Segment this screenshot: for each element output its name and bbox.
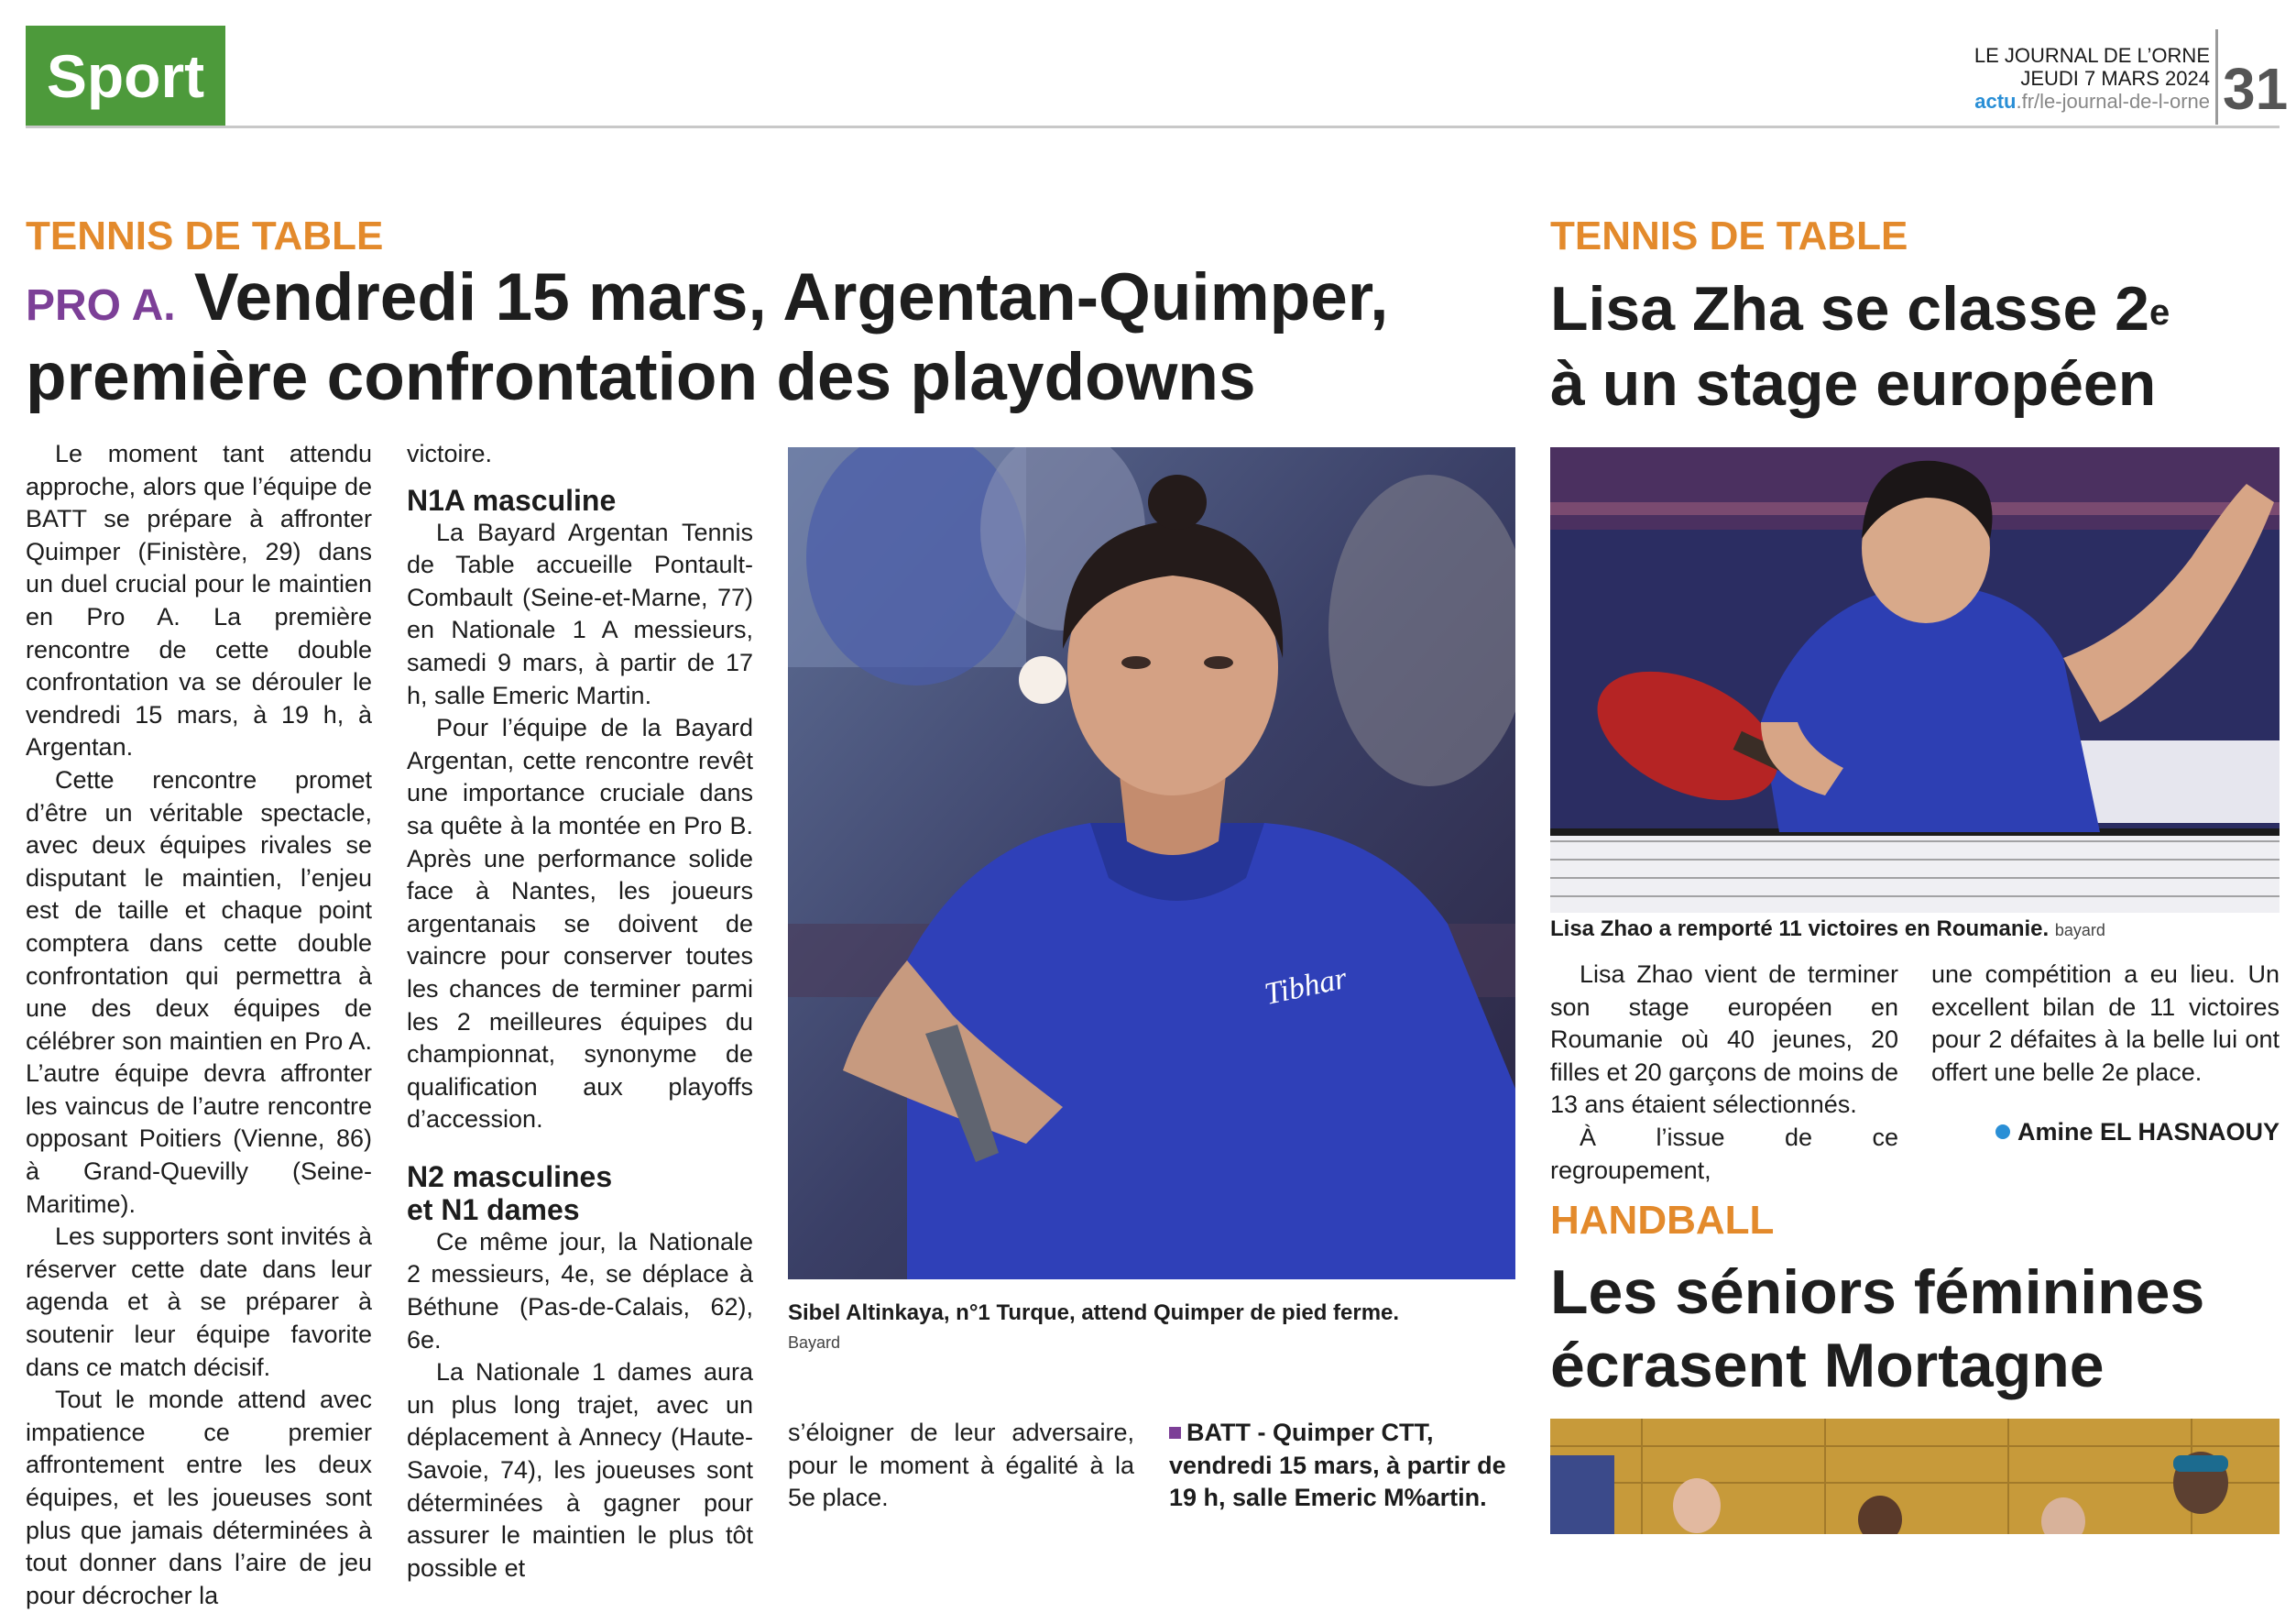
article2-column-2 bbox=[1931, 959, 2280, 1149]
paragraph: Ce même jour, la Nationale 2 messieurs, 4e, se déplace à Béthune (Pas-de-Calais, 62), 6e. bbox=[407, 1227, 753, 1354]
article1-column-3 bbox=[788, 1417, 1134, 1515]
event-info: BATT - Quimper CTT, vendredi 15 mars, à partir de 19 h, salle Emeric M%artin. bbox=[1169, 1419, 1506, 1512]
event-info-box bbox=[1169, 1417, 1517, 1515]
photo2-caption-line bbox=[1550, 915, 2283, 945]
paragraph: s’éloigner de leur adversaire, pour le moment à égalité à la 5e place. bbox=[788, 1419, 1134, 1512]
paragraph: Tout le monde attend avec impatience ce premier affrontement entre les deux équipes, et les joueuses sont plus que jamais déterminées à tout donner dans l’aire de jeu pour décrocher la bbox=[26, 1386, 372, 1609]
section-label: Sport bbox=[26, 26, 225, 126]
article2-headline: Lisa Zha se classe 2e à un stage européen bbox=[1550, 274, 2170, 419]
article1-kicker: TENNIS DE TABLE bbox=[26, 214, 384, 258]
photo1-caption: Sibel Altinkaya, n°1 Turque, attend Quimper de pied ferme. bbox=[788, 1300, 1400, 1325]
paragraph: La Bayard Argentan Tennis de Table accueille Pontault-Combault (Seine-et-Marne, 77) en Nationale 1 A messieurs, samedi 9 mars, à partir de 17 h, salle Emeric Martin. bbox=[407, 518, 753, 709]
page-number: 31 bbox=[2223, 56, 2289, 122]
player-photo-illustration bbox=[1550, 447, 2280, 913]
article2-column-1 bbox=[1550, 959, 1898, 1187]
article1-column-2 bbox=[407, 438, 753, 1585]
paragraph: Lisa Zhao vient de terminer son stage européen en Roumanie où 40 jeunes, 20 filles et 20 garçons de moins de 13 ans étaient sélectionnés. bbox=[1550, 960, 1898, 1119]
paragraph: une compétition a eu lieu. Un excellent bilan de 11 victoires pour 2 défaites à la belle lui ont offert une belle 2e place. bbox=[1931, 960, 2280, 1086]
article3-headline: Les séniors féminines écrasent Mortagne bbox=[1550, 1257, 2205, 1400]
jersey-brand-text: Tibhar bbox=[1261, 960, 1350, 1012]
paragraph: La Nationale 1 dames aura un plus long trajet, avec un déplacement à Annecy (Haute-Savoie, 74), les joueuses sont déterminées à gagner pour assurer le maintien le plus tôt possible et bbox=[407, 1358, 753, 1582]
byline bbox=[1931, 1116, 2280, 1149]
blue-dot-bullet bbox=[1995, 1124, 2010, 1139]
page-number-divider bbox=[2215, 29, 2218, 125]
issue-date: JEUDI 7 MARS 2024 bbox=[2020, 67, 2210, 90]
paragraph: Pour l’équipe de la Bayard Argentan, cette rencontre revêt une importance cruciale dans sa quête à la montée en Pro B. Après une performance solide face à Nantes, les joueurs argentanais se doivent de vaincre pour conserver toutes les chances de terminer parmi les 2 meilleures équipes du championnat, synonyme de qualification aux playoffs d’accession. bbox=[407, 714, 753, 1134]
paragraph: Les supporters sont invités à réserver cette date dans leur agenda et à se préparer à soutenir leur équipe favorite dans ce match décisif. bbox=[26, 1223, 372, 1381]
photo-lisa-zhao bbox=[1550, 447, 2280, 913]
article1-headline bbox=[26, 262, 1528, 413]
website-link[interactable]: actu.fr/le-journal-de-l-orne bbox=[1974, 90, 2210, 113]
photo2-caption: Lisa Zhao a remporté 11 victoires en Roumanie. bbox=[1550, 916, 2050, 941]
paragraph: Le moment tant attendu approche, alors que l’équipe de BATT se prépare à affronter Quimper (Finistère, 29) dans un duel crucial pour le maintien en Pro A. La première rencontre de cette double confrontation va se dérouler le vendredi 15 mars, à 19 h, à Argentan. bbox=[26, 440, 372, 762]
subheading-n1a: N1A masculine bbox=[407, 483, 617, 517]
article1-tag: PRO A. bbox=[26, 281, 176, 330]
article1-column-1 bbox=[26, 438, 372, 1612]
photo2-credit: bayard bbox=[2054, 921, 2105, 939]
article1-title: Vendredi 15 mars, Argentan-Quimper, première confrontation des playdowns bbox=[26, 260, 1389, 414]
photo-sibel-altinkaya bbox=[788, 447, 1515, 1279]
paragraph: Cette rencontre promet d’être un véritable spectacle, avec deux équipes rivales se disputant le maintien, l’enjeu est de taille et chaque point comptera dans cette double confrontation qui permettra à une des deux équipes de célébrer son maintien en Pro A. L’autre équipe devra affronter les vaincus de l’autre rencontre opposant Poitiers (Vienne, 86) à Grand-Quevilly (Seine-Maritime). bbox=[26, 765, 372, 1218]
article3-kicker: HANDBALL bbox=[1550, 1198, 1775, 1243]
paragraph: À l’issue de ce regroupement, bbox=[1550, 1123, 1898, 1184]
article2-kicker: TENNIS DE TABLE bbox=[1550, 214, 1908, 258]
newspaper-name: LE JOURNAL DE L’ORNE bbox=[1973, 44, 2210, 67]
photo1-credit: Bayard bbox=[788, 1333, 841, 1352]
header-rule bbox=[26, 126, 2280, 128]
author-name: Amine EL HASNAOUY bbox=[2017, 1118, 2280, 1146]
subheading-n2: N2 masculines et N1 dames bbox=[407, 1159, 613, 1226]
player-photo-illustration bbox=[788, 447, 1515, 1279]
paragraph: victoire. bbox=[407, 440, 493, 467]
masthead bbox=[1974, 44, 2210, 113]
team-photo-illustration bbox=[1550, 1419, 2280, 1534]
photo-handball-team bbox=[1550, 1419, 2280, 1534]
purple-square-bullet bbox=[1169, 1427, 1181, 1439]
